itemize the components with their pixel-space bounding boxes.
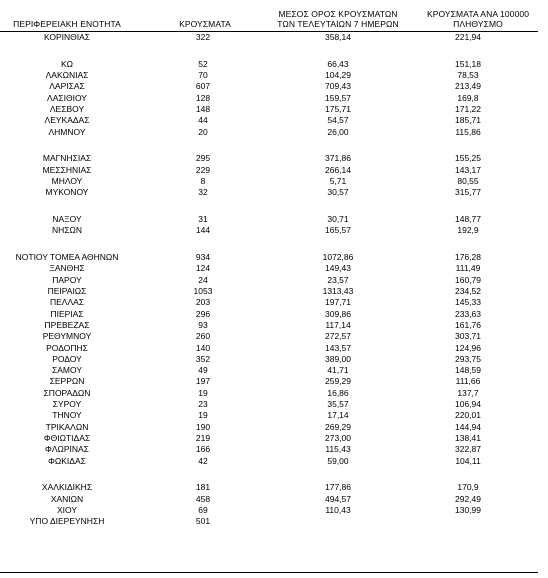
table-row <box>0 343 548 354</box>
cell-cases: 140 <box>195 342 211 353</box>
cell-region: ΛΑΚΩΝΙΑΣ <box>45 70 89 81</box>
cell-region: ΤΗΝΟΥ <box>52 410 82 421</box>
cell-cases: 124 <box>195 263 211 274</box>
cell-cases: 166 <box>195 444 211 455</box>
table-row <box>0 433 548 444</box>
table-row <box>0 115 548 126</box>
cell-cases: 93 <box>198 319 208 330</box>
cell-cases: 52 <box>198 58 208 69</box>
table-row <box>0 516 548 527</box>
header-average-line1: ΜΕΣΟΣ ΟΡΟΣ ΚΡΟΥΣΜΑΤΩΝ <box>278 9 398 19</box>
cell-rate: 106,94 <box>455 399 481 410</box>
cell-region: ΛΑΣΙΘΙΟΥ <box>47 92 87 103</box>
cell-region: ΛΑΡΙΣΑΣ <box>49 81 85 92</box>
cell-cases: 501 <box>195 516 211 527</box>
cell-rate: 148,77 <box>455 214 481 225</box>
cell-rate: 192,9 <box>457 225 479 236</box>
cell-cases: 219 <box>195 432 211 443</box>
table-row <box>0 165 548 176</box>
cell-cases: 49 <box>198 365 208 376</box>
cell-cases: 69 <box>198 504 208 515</box>
cell-rate: 160,79 <box>455 274 481 285</box>
header-rate-line1: ΚΡΟΥΣΜΑΤΑ ΑΝΑ 100000 <box>426 9 530 19</box>
table-row <box>0 176 548 187</box>
cell-average: 709,43 <box>325 81 351 92</box>
row-spacer <box>0 138 548 154</box>
cell-average: 159,57 <box>325 92 351 103</box>
cell-cases: 70 <box>198 70 208 81</box>
cell-average: 149,43 <box>325 263 351 274</box>
cell-rate: 170,9 <box>457 482 479 493</box>
cell-region: ΜΕΣΣΗΝΙΑΣ <box>42 164 92 175</box>
table-row <box>0 444 548 455</box>
cell-cases: 19 <box>198 387 208 398</box>
cell-region: ΠΡΕΒΕΖΑΣ <box>44 319 90 330</box>
cell-rate: 315,77 <box>455 187 481 198</box>
cell-cases: 8 <box>200 175 206 186</box>
cell-rate: 233,63 <box>455 308 481 319</box>
cell-region: ΦΘΙΩΤΙΔΑΣ <box>43 432 91 443</box>
cell-average: 165,57 <box>325 225 351 236</box>
cell-cases: 42 <box>198 455 208 466</box>
cell-average: 5,71 <box>329 175 347 186</box>
cell-region: ΡΟΔΟΥ <box>52 353 82 364</box>
cell-region: ΝΑΞΟΥ <box>52 214 82 225</box>
cell-cases: 607 <box>195 81 211 92</box>
cell-cases: 352 <box>195 353 211 364</box>
table-row <box>0 505 548 516</box>
cell-average: 23,57 <box>327 274 349 285</box>
row-spacer <box>0 43 548 59</box>
cell-average: 175,71 <box>325 103 351 114</box>
cell-average: 197,71 <box>325 297 351 308</box>
cell-cases: 260 <box>195 331 211 342</box>
cell-rate: 171,22 <box>455 103 481 114</box>
cell-cases: 295 <box>195 153 211 164</box>
header-average <box>268 9 408 29</box>
cell-average: 266,14 <box>325 164 351 175</box>
table-row <box>0 399 548 410</box>
cell-rate: 303,71 <box>455 331 481 342</box>
table-row <box>0 286 548 297</box>
cell-rate: 111,66 <box>455 376 481 387</box>
cell-region: ΣΕΡΡΩΝ <box>49 376 85 387</box>
cell-average: 117,14 <box>325 319 351 330</box>
header-rate-line2: ΠΛΗΘΥΣΜΟ <box>453 19 503 29</box>
cell-rate: 292,49 <box>455 493 481 504</box>
cell-cases: 44 <box>198 115 208 126</box>
cell-region: ΥΠΟ ΔΙΕΡΕΥΝΗΣΗ <box>29 516 105 527</box>
table-row <box>0 225 548 236</box>
cell-average: 115,43 <box>325 444 351 455</box>
cell-average: 177,86 <box>325 482 351 493</box>
cell-average: 54,57 <box>327 115 349 126</box>
cell-average: 272,57 <box>325 331 351 342</box>
cell-region: ΝΟΤΙΟΥ ΤΟΜΕΑ ΑΘΗΝΩΝ <box>15 252 119 263</box>
cell-rate: 145,33 <box>455 297 481 308</box>
cell-rate: 220,01 <box>455 410 481 421</box>
cell-rate: 148,59 <box>455 365 481 376</box>
table-row <box>0 376 548 387</box>
cell-region: ΛΕΥΚΑΔΑΣ <box>44 115 90 126</box>
cell-region: ΦΩΚΙΔΑΣ <box>48 455 86 466</box>
cell-cases: 181 <box>195 482 211 493</box>
cell-average: 16,86 <box>327 387 349 398</box>
cell-rate: 185,71 <box>455 115 481 126</box>
table-row <box>0 187 548 198</box>
cell-average: 309,86 <box>325 308 351 319</box>
cell-rate: 151,18 <box>455 58 481 69</box>
table-body <box>0 32 548 527</box>
cell-region: ΣΠΟΡΑΔΩΝ <box>43 387 91 398</box>
cell-region: ΧΑΝΙΩΝ <box>50 493 84 504</box>
cell-region: ΠΕΙΡΑΙΩΣ <box>47 286 87 297</box>
cell-rate: 161,76 <box>455 319 481 330</box>
table-row <box>0 410 548 421</box>
cell-average: 389,00 <box>325 353 351 364</box>
cell-average: 66,43 <box>327 58 349 69</box>
table-row <box>0 252 548 263</box>
cell-rate: 155,25 <box>455 153 481 164</box>
row-spacer <box>0 237 548 253</box>
cell-rate: 124,96 <box>455 342 481 353</box>
table-row <box>0 456 548 467</box>
cell-rate: 322,87 <box>455 444 481 455</box>
cell-cases: 296 <box>195 308 211 319</box>
cell-region: ΧΑΛΚΙΔΙΚΗΣ <box>41 482 93 493</box>
cell-rate: 130,99 <box>455 504 481 515</box>
cell-average: 41,71 <box>327 365 349 376</box>
cell-rate: 80,55 <box>457 175 479 186</box>
table-row <box>0 275 548 286</box>
header-region: ΠΕΡΙΦΕΡΕΙΑΚΗ ΕΝΟΤΗΤΑ <box>13 19 121 29</box>
cell-region: ΡΟΔΟΠΗΣ <box>46 342 88 353</box>
cell-cases: 1053 <box>193 286 213 297</box>
cell-rate: 234,52 <box>455 286 481 297</box>
table-row <box>0 104 548 115</box>
table-row <box>0 388 548 399</box>
cell-region: ΜΗΛΟΥ <box>51 175 83 186</box>
header-cases: ΚΡΟΥΣΜΑΤΑ <box>179 19 231 29</box>
cell-rate: 137,7 <box>457 387 479 398</box>
cell-region: ΤΡΙΚΑΛΩΝ <box>45 421 89 432</box>
table-row <box>0 331 548 342</box>
cell-average: 30,71 <box>327 214 349 225</box>
cell-rate: 144,94 <box>455 421 481 432</box>
cell-average: 1313,43 <box>322 286 354 297</box>
table-row <box>0 70 548 81</box>
cell-region: ΜΑΓΝΗΣΙΑΣ <box>42 153 92 164</box>
cell-average: 358,14 <box>325 32 351 42</box>
cell-cases: 24 <box>198 274 208 285</box>
row-spacer <box>0 467 548 483</box>
cell-region: ΣΑΜΟΥ <box>51 365 82 376</box>
cell-region: ΠΕΛΛΑΣ <box>49 297 85 308</box>
cell-rate: 143,17 <box>455 164 481 175</box>
cell-cases: 190 <box>195 421 211 432</box>
cell-region: ΧΙΟΥ <box>56 504 78 515</box>
cell-region: ΝΗΣΩΝ <box>51 225 83 236</box>
cell-cases: 322 <box>195 32 211 42</box>
cell-average: 26,00 <box>327 126 349 137</box>
table-row <box>0 127 548 138</box>
cell-region: ΣΥΡΟΥ <box>52 399 82 410</box>
cell-cases: 23 <box>198 399 208 410</box>
table-row <box>0 422 548 433</box>
table-bottom-divider <box>0 572 538 573</box>
cell-region: ΚΟΡΙΝΘΙΑΣ <box>43 32 91 42</box>
cell-rate: 104,11 <box>455 455 481 466</box>
cell-region: ΡΕΘΥΜΝΟΥ <box>42 331 92 342</box>
cell-cases: 32 <box>198 187 208 198</box>
cell-cases: 31 <box>198 214 208 225</box>
cell-average: 1072,86 <box>322 252 354 263</box>
table-row <box>0 297 548 308</box>
cell-rate: 213,49 <box>455 81 481 92</box>
cell-cases: 19 <box>198 410 208 421</box>
table-row <box>0 354 548 365</box>
table-row <box>0 81 548 92</box>
table-row <box>0 494 548 505</box>
cell-region: ΛΕΣΒΟΥ <box>49 103 85 114</box>
table-row <box>0 482 548 493</box>
cell-region: ΦΛΩΡΙΝΑΣ <box>45 444 89 455</box>
cell-rate: 169,8 <box>457 92 479 103</box>
table-row <box>0 365 548 376</box>
cell-rate: 138,41 <box>455 432 481 443</box>
cell-region: ΚΩ <box>60 58 74 69</box>
cell-region: ΠΙΕΡΙΑΣ <box>50 308 84 319</box>
cell-average: 35,57 <box>327 399 349 410</box>
cell-rate: 78,53 <box>457 70 479 81</box>
table-row <box>0 59 548 70</box>
table-row <box>0 153 548 164</box>
cell-rate: 293,75 <box>455 353 481 364</box>
table-row <box>0 320 548 331</box>
cell-region: ΠΑΡΟΥ <box>52 274 82 285</box>
cell-average: 273,00 <box>325 432 351 443</box>
header-average-line2: ΤΩΝ ΤΕΛΕΥΤΑΙΩΝ 7 ΗΜΕΡΩΝ <box>277 19 399 29</box>
table-row <box>0 93 548 104</box>
table-row <box>0 32 548 43</box>
cell-rate: 176,28 <box>455 252 481 263</box>
cell-cases: 128 <box>195 92 211 103</box>
cell-rate: 221,94 <box>455 32 481 42</box>
cell-cases: 197 <box>195 376 211 387</box>
cell-average: 259,29 <box>325 376 351 387</box>
cell-average: 371,86 <box>325 153 351 164</box>
cell-average: 143,57 <box>325 342 351 353</box>
cell-average: 110,43 <box>325 504 351 515</box>
table-header <box>0 2 548 32</box>
cell-cases: 148 <box>195 103 211 114</box>
cell-cases: 20 <box>198 126 208 137</box>
cell-cases: 144 <box>195 225 211 236</box>
cell-cases: 229 <box>195 164 211 175</box>
table-row <box>0 309 548 320</box>
cell-region: ΛΗΜΝΟΥ <box>48 126 86 137</box>
cell-cases: 203 <box>195 297 211 308</box>
cell-average: 59,00 <box>327 455 349 466</box>
cell-region: ΞΑΝΘΗΣ <box>49 263 85 274</box>
cell-average: 30,57 <box>327 187 349 198</box>
table-row <box>0 214 548 225</box>
cell-rate: 111,49 <box>455 263 481 274</box>
cell-average: 494,57 <box>325 493 351 504</box>
cell-average: 104,29 <box>325 70 351 81</box>
cell-cases: 934 <box>195 252 211 263</box>
cell-average: 269,29 <box>325 421 351 432</box>
row-spacer <box>0 199 548 215</box>
cell-cases: 458 <box>195 493 211 504</box>
header-rate <box>408 9 548 29</box>
cell-average: 17,14 <box>327 410 349 421</box>
cell-region: ΜΥΚΟΝΟΥ <box>45 187 89 198</box>
cell-rate: 115,86 <box>455 126 481 137</box>
table-row <box>0 263 548 274</box>
